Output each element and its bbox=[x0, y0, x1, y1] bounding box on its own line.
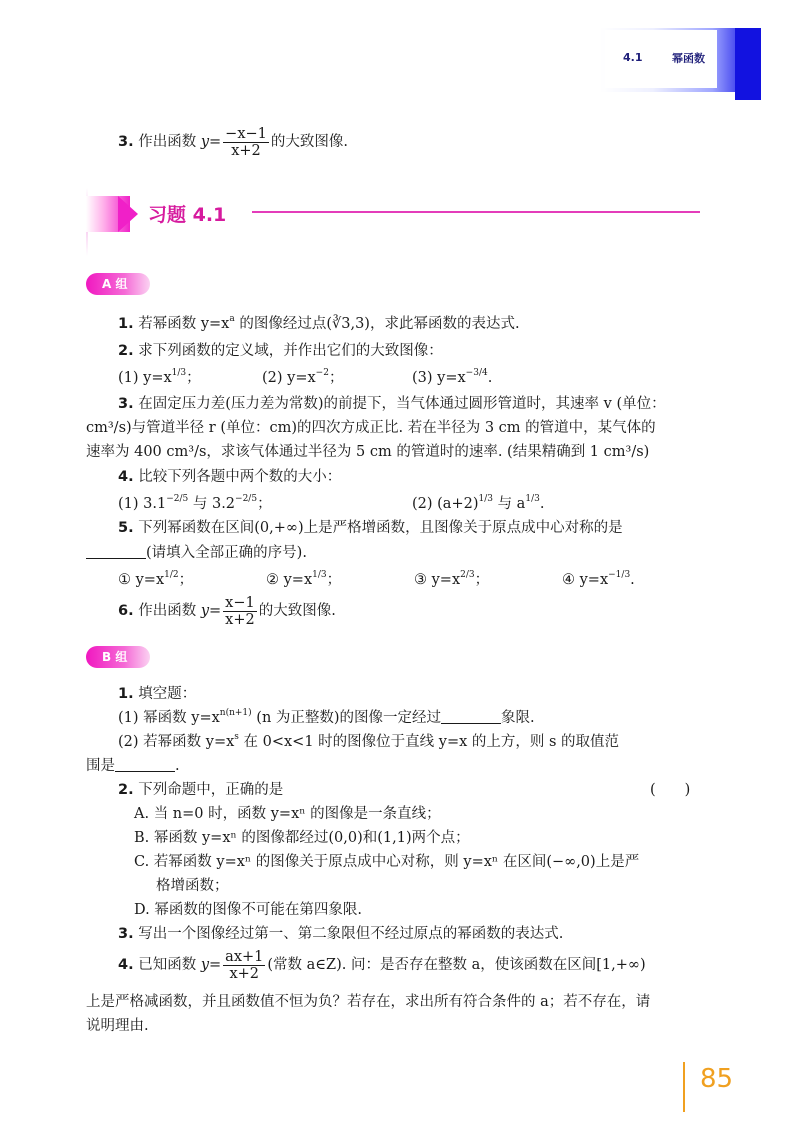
b2-opt-d: D. 幂函数的图像不可能在第四象限. bbox=[134, 902, 362, 918]
a5-blank bbox=[86, 544, 146, 559]
a5-opt3: ③ $y=x^{2/3}$； bbox=[414, 570, 490, 588]
a2: 2. 求下列函数的定义域，并作出它们的大致图像： bbox=[118, 343, 443, 359]
a5-line1: 5. 下列幂函数在区间(0,+∞)上是严格增函数，且图像关于原点成中心对称的是 bbox=[118, 520, 623, 536]
b2: 2. 下列命题中，正确的是 bbox=[118, 782, 284, 798]
group-a-badge: A 组 bbox=[86, 273, 150, 295]
a4-opt2: (2) $(a+2)^{1/3}$ 与 $a^{1/3}$. bbox=[412, 494, 545, 512]
a6-fraction: $\frac{x-1}{x+2}$ bbox=[225, 594, 255, 628]
exercise-rule bbox=[252, 211, 700, 213]
a2-opt3: (3) $y=x^{-3/4}$. bbox=[412, 368, 493, 386]
a3-line3: 速率为 400 cm³/s，求该气体通过半径为 5 cm 的管道时的速率. (结果精确到 1 cm³/s) bbox=[86, 444, 650, 460]
a6: 6. 作出函数 y= $\frac{x-1}{x+2}$ 的大致图像. bbox=[118, 594, 336, 628]
intro-item: 3. 作出函数 y= $\frac{-x-1}{x+2}$ 的大致图像. bbox=[118, 125, 348, 159]
exercise-title: 习题 4.1 bbox=[148, 204, 227, 226]
exercise-banner-arrow bbox=[118, 196, 138, 232]
b2-opt-a: A. 当 n=0 时，函数 y=xⁿ 的图像是一条直线； bbox=[134, 806, 441, 822]
a5-line2: (请填入全部正确的序号). bbox=[86, 543, 307, 563]
header-section: 4.1 bbox=[623, 51, 643, 64]
header-bar bbox=[735, 28, 761, 100]
b4-fraction: $\frac{ax+1}{x+2}$ bbox=[225, 948, 264, 982]
a2-opt1: (1) $y=x^{1/3}$； bbox=[118, 368, 201, 386]
a4: 4. 比较下列各题中两个数的大小： bbox=[118, 469, 342, 485]
b2-opt-c1: C. 若幂函数 y=xⁿ 的图像关于原点成中心对称，则 y=xⁿ 在区间(−∞,0)上是严 bbox=[134, 854, 640, 870]
intro-fraction: $\frac{-x-1}{x+2}$ bbox=[225, 125, 267, 159]
a2-opt2: (2) $y=x^{-2}$； bbox=[262, 368, 344, 386]
b2-opt-b: B. 幂函数 y=xⁿ 的图像都经过(0,0)和(1,1)两个点； bbox=[134, 830, 470, 846]
a3-line2: cm³/s)与管道半径 r (单位：cm)的四次方成正比. 若在半径为 3 cm 的管道中，某气体的 bbox=[86, 420, 656, 436]
a5-opt1: ① $y=x^{1/2}$； bbox=[118, 570, 194, 588]
a4-opt1: (1) $3.1^{-2/5}$ 与 $3.2^{-2/5}$； bbox=[118, 494, 272, 512]
b1: 1. 填空题： bbox=[118, 686, 197, 702]
b1-sub2: (2) 若幂函数 $y=x^s$ 在 0<x<1 时的图像位于直线 y=x 的上方，则 s 的取值范 bbox=[118, 732, 620, 750]
b1-blank1 bbox=[441, 709, 501, 724]
header-title: 幂函数 bbox=[672, 52, 705, 65]
b2-opt-c2: 格增函数； bbox=[156, 878, 229, 894]
page-number: 85 bbox=[700, 1064, 734, 1094]
a5-opt4: ④ $y=x^{-1/3}$. bbox=[562, 570, 635, 588]
a3-line1: 3. 在固定压力差(压力差为常数)的前提下，当气体通过圆形管道时，其速率 v (单位： bbox=[118, 396, 666, 412]
b2-paren: ( ) bbox=[650, 782, 691, 798]
b4-line1: 4. 已知函数 y= $\frac{ax+1}{x+2}$ (常数 a∈Z). 问：是否存在整数 a，使该函数在区间[1,+∞) bbox=[118, 948, 646, 982]
b1-sub1: (1) 幂函数 $y=x^{n(n+1)}$ (n 为正整数)的图像一定经过 象限. bbox=[118, 708, 535, 726]
b1-sub2-cont: 围是 . bbox=[86, 758, 180, 774]
group-b-badge: B 组 bbox=[86, 646, 150, 668]
a5-opt2: ② $y=x^{1/3}$； bbox=[266, 570, 342, 588]
b4-line2: 上是严格减函数，并且函数值不恒为负？若存在，求出所有符合条件的 a；若不存在，请 bbox=[86, 994, 651, 1010]
b3: 3. 写出一个图像经过第一、第二象限但不经过原点的幂函数的表达式. bbox=[118, 926, 564, 942]
a1: 1. 若幂函数 $y=x^a$ 的图像经过点(∛3,3)，求此幂函数的表达式. bbox=[118, 314, 520, 332]
b4-line3: 说明理由. bbox=[86, 1018, 149, 1034]
page-number-bar bbox=[683, 1062, 685, 1112]
b1-blank2 bbox=[115, 757, 175, 772]
